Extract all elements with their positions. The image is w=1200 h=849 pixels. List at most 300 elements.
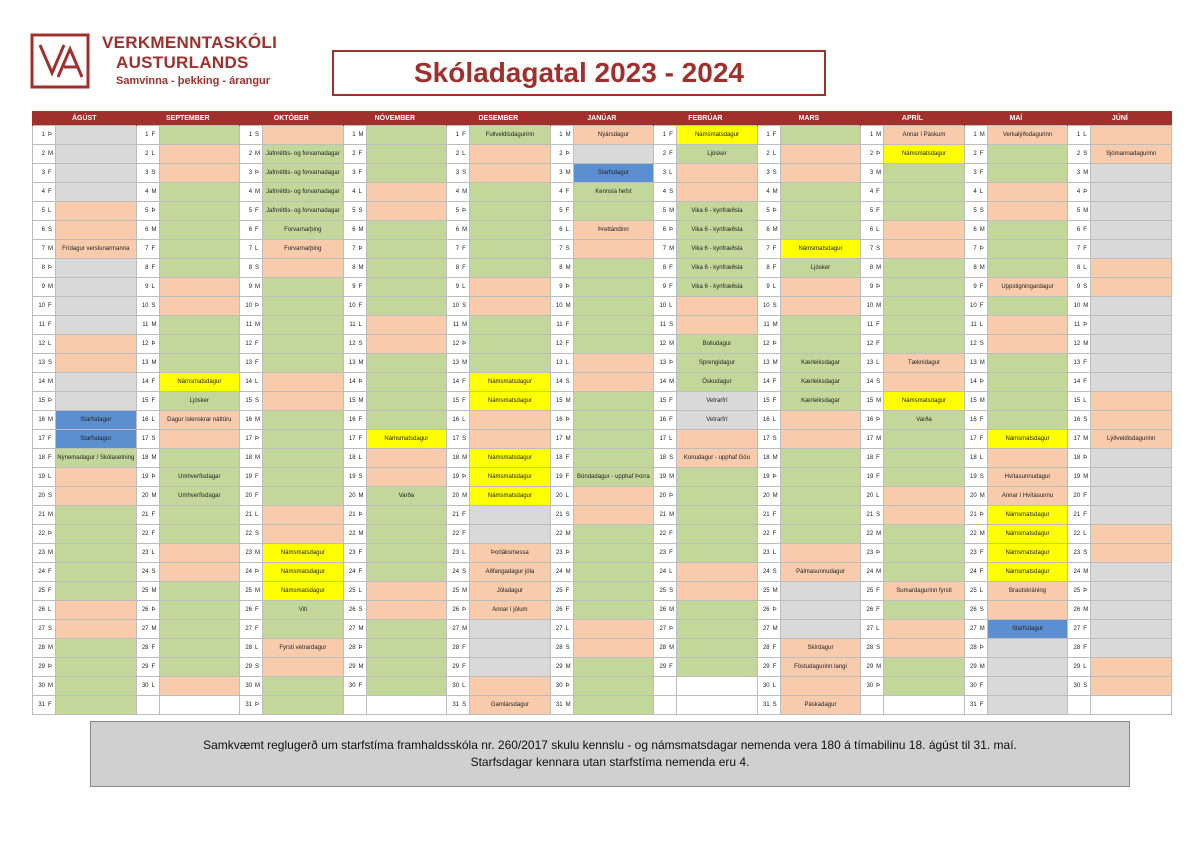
day-number-cell bbox=[343, 430, 366, 449]
day-number-cell bbox=[33, 373, 56, 392]
day-event-cell bbox=[884, 658, 964, 677]
day-number-cell bbox=[757, 487, 780, 506]
weekday-letter: M bbox=[979, 664, 985, 670]
day-number: 5 bbox=[352, 208, 356, 214]
day-number: 2 bbox=[145, 151, 149, 157]
day-number: 8 bbox=[662, 265, 667, 271]
weekday-letter: M bbox=[565, 170, 571, 176]
day-event-cell bbox=[366, 563, 446, 582]
day-event-cell bbox=[1091, 373, 1172, 392]
day-number-cell bbox=[757, 259, 780, 278]
weekday-letter: F bbox=[565, 607, 570, 613]
weekday-letter: F bbox=[255, 227, 259, 233]
day-event-cell bbox=[884, 506, 964, 525]
day-number: 20 bbox=[555, 493, 563, 499]
day-number: 25 bbox=[1073, 588, 1081, 594]
day-number-cell bbox=[757, 582, 780, 601]
day-number-cell bbox=[240, 202, 263, 221]
day-number-cell bbox=[33, 696, 56, 715]
day-number-cell bbox=[654, 202, 677, 221]
day-number-cell bbox=[1068, 221, 1091, 240]
day-number: 5 bbox=[869, 208, 874, 214]
day-event-cell bbox=[366, 411, 446, 430]
day-event-cell bbox=[366, 601, 446, 620]
weekday-letter: F bbox=[669, 550, 673, 556]
weekday-letter: M bbox=[565, 398, 571, 404]
day-number-cell bbox=[343, 582, 366, 601]
day-number: 20 bbox=[659, 493, 667, 499]
weekday-letter: F bbox=[669, 664, 673, 670]
day-number: 29 bbox=[970, 664, 977, 670]
day-number: 29 bbox=[555, 664, 563, 670]
day-number: 9 bbox=[662, 284, 667, 290]
day-event-cell bbox=[677, 487, 757, 506]
day-number-cell bbox=[964, 544, 987, 563]
calendar-row bbox=[33, 487, 1172, 506]
day-event-cell bbox=[677, 468, 757, 487]
day-event-cell: Námsmatsdagur bbox=[987, 544, 1067, 563]
day-number-cell bbox=[447, 601, 470, 620]
day-number-cell bbox=[447, 525, 470, 544]
day-number-cell bbox=[136, 259, 159, 278]
day-event-cell bbox=[263, 411, 343, 430]
day-number-cell bbox=[550, 278, 573, 297]
day-number: 11 bbox=[970, 322, 977, 328]
weekday-letter: L bbox=[255, 246, 259, 252]
page-title: Skóladagatal 2023 - 2024 bbox=[332, 50, 826, 96]
day-number: 2 bbox=[248, 151, 253, 157]
weekday-letter: F bbox=[565, 474, 570, 480]
day-event-cell bbox=[159, 696, 239, 715]
day-number: 16 bbox=[38, 417, 45, 423]
day-number: 29 bbox=[762, 664, 770, 670]
weekday-letter: M bbox=[772, 626, 778, 632]
weekday-letter: M bbox=[565, 531, 571, 537]
day-event-cell bbox=[159, 278, 239, 297]
day-number: 25 bbox=[348, 588, 356, 594]
day-number: 10 bbox=[348, 303, 356, 309]
day-number-cell bbox=[1068, 563, 1091, 582]
weekday-letter: F bbox=[255, 607, 259, 613]
weekday-letter: S bbox=[772, 303, 777, 309]
day-number-cell bbox=[654, 373, 677, 392]
day-number: 18 bbox=[866, 455, 874, 461]
day-number: 11 bbox=[38, 322, 45, 328]
day-event-cell bbox=[884, 677, 964, 696]
day-number-cell bbox=[964, 430, 987, 449]
school-emblem-icon bbox=[30, 33, 90, 89]
month-header: JANÚAR bbox=[550, 111, 654, 126]
weekday-letter: F bbox=[565, 588, 570, 594]
day-number-cell bbox=[964, 202, 987, 221]
day-number: 3 bbox=[352, 170, 356, 176]
weekday-letter: F bbox=[1083, 360, 1087, 366]
day-event-cell bbox=[56, 696, 136, 715]
day-event-cell bbox=[1091, 240, 1172, 259]
day-number-cell bbox=[550, 468, 573, 487]
day-event-cell: Bóndadagur - upphaf Þorra bbox=[573, 468, 653, 487]
day-number: 17 bbox=[38, 436, 45, 442]
weekday-letter: S bbox=[255, 132, 260, 138]
day-number: 23 bbox=[348, 550, 356, 556]
calendar-row bbox=[33, 278, 1172, 297]
day-number-cell bbox=[861, 525, 884, 544]
day-number-cell bbox=[964, 582, 987, 601]
weekday-letter: F bbox=[48, 588, 52, 594]
day-number-cell bbox=[861, 373, 884, 392]
day-number: 7 bbox=[766, 246, 770, 252]
day-number-cell bbox=[33, 202, 56, 221]
day-number: 15 bbox=[762, 398, 770, 404]
day-event-cell: Námsmatsdagur bbox=[987, 506, 1067, 525]
weekday-letter: L bbox=[151, 284, 155, 290]
day-event-cell bbox=[677, 544, 757, 563]
day-number: 30 bbox=[141, 683, 149, 689]
day-event-cell bbox=[1091, 601, 1172, 620]
day-number-cell bbox=[240, 677, 263, 696]
weekday-letter: M bbox=[358, 531, 364, 537]
day-event-cell bbox=[1091, 411, 1172, 430]
day-event-cell bbox=[677, 525, 757, 544]
weekday-letter: S bbox=[772, 702, 777, 708]
calendar-row bbox=[33, 316, 1172, 335]
day-number: 22 bbox=[245, 531, 253, 537]
day-number-cell bbox=[33, 601, 56, 620]
weekday-letter: F bbox=[151, 664, 156, 670]
weekday-letter bbox=[356, 702, 359, 708]
day-number-cell bbox=[550, 696, 573, 715]
day-number: 4 bbox=[248, 189, 253, 195]
day-number-cell bbox=[447, 696, 470, 715]
weekday-letter: S bbox=[979, 208, 984, 214]
day-number-cell bbox=[1068, 164, 1091, 183]
day-number-cell bbox=[343, 411, 366, 430]
day-number-cell bbox=[861, 335, 884, 354]
day-number-cell bbox=[1068, 392, 1091, 411]
day-event-cell: Frídagur verslunarmanna bbox=[56, 240, 136, 259]
day-number: 27 bbox=[1073, 626, 1081, 632]
day-number: 30 bbox=[866, 683, 874, 689]
day-number: 7 bbox=[248, 246, 253, 252]
weekday-letter: S bbox=[462, 303, 467, 309]
day-number-cell bbox=[861, 202, 884, 221]
weekday-letter: S bbox=[669, 322, 674, 328]
day-number-cell bbox=[447, 221, 470, 240]
weekday-letter: Þ bbox=[151, 208, 156, 214]
day-number: 24 bbox=[659, 569, 667, 575]
day-event-cell bbox=[159, 221, 239, 240]
day-number: 4 bbox=[973, 189, 977, 195]
weekday-letter: M bbox=[772, 360, 778, 366]
day-number: 9 bbox=[145, 284, 149, 290]
day-number: 26 bbox=[452, 607, 460, 613]
day-number-cell bbox=[550, 449, 573, 468]
day-number-cell bbox=[861, 240, 884, 259]
weekday-letter: L bbox=[565, 360, 569, 366]
weekday-letter: S bbox=[979, 341, 984, 347]
weekday-letter: M bbox=[876, 569, 882, 575]
day-number-cell bbox=[964, 449, 987, 468]
weekday-letter: F bbox=[1083, 493, 1087, 499]
day-event-cell bbox=[263, 373, 343, 392]
day-number-cell bbox=[550, 544, 573, 563]
day-number-cell bbox=[447, 316, 470, 335]
day-number-cell bbox=[240, 259, 263, 278]
day-number: 31 bbox=[555, 702, 563, 708]
day-number: 15 bbox=[1073, 398, 1081, 404]
day-event-cell bbox=[573, 411, 653, 430]
day-number-cell bbox=[654, 639, 677, 658]
day-number-cell bbox=[33, 563, 56, 582]
calendar-row bbox=[33, 639, 1172, 658]
weekday-letter: S bbox=[48, 493, 53, 499]
day-event-cell bbox=[1091, 506, 1172, 525]
weekday-letter: M bbox=[48, 246, 53, 252]
day-number-cell bbox=[447, 658, 470, 677]
weekday-letter: Þ bbox=[772, 208, 777, 214]
day-number: 20 bbox=[141, 493, 149, 499]
weekday-letter: Þ bbox=[48, 531, 53, 537]
day-event-cell bbox=[987, 677, 1067, 696]
day-number-cell bbox=[33, 677, 56, 696]
day-number-cell bbox=[136, 544, 159, 563]
day-number: 31 bbox=[970, 702, 977, 708]
day-event-cell bbox=[56, 544, 136, 563]
day-number: 3 bbox=[145, 170, 149, 176]
day-number-cell bbox=[343, 639, 366, 658]
day-number: 28 bbox=[245, 645, 253, 651]
weekday-letter: F bbox=[876, 189, 880, 195]
day-number-cell bbox=[1068, 620, 1091, 639]
day-number: 6 bbox=[41, 227, 45, 233]
day-number: 17 bbox=[452, 436, 460, 442]
day-number-cell bbox=[964, 221, 987, 240]
day-number-cell bbox=[550, 582, 573, 601]
day-number-cell bbox=[550, 240, 573, 259]
day-event-cell bbox=[780, 278, 860, 297]
day-number-cell bbox=[136, 373, 159, 392]
day-number-cell bbox=[654, 240, 677, 259]
weekday-letter: F bbox=[358, 151, 363, 157]
day-event-cell bbox=[159, 126, 239, 145]
day-number: 22 bbox=[866, 531, 874, 537]
weekday-letter: Þ bbox=[48, 664, 53, 670]
day-event-cell bbox=[366, 544, 446, 563]
day-event-cell bbox=[56, 620, 136, 639]
school-name-line2: AUSTURLANDS bbox=[116, 53, 249, 72]
day-number: 29 bbox=[1073, 664, 1081, 670]
day-event-cell bbox=[56, 563, 136, 582]
day-number-cell bbox=[964, 563, 987, 582]
day-event-cell: Konudagur - upphaf Góu bbox=[677, 449, 757, 468]
weekday-letter: Þ bbox=[876, 417, 881, 423]
school-calendar-table bbox=[32, 111, 1172, 715]
day-event-cell bbox=[366, 126, 446, 145]
day-number: 18 bbox=[555, 455, 563, 461]
day-number: 19 bbox=[659, 474, 667, 480]
day-number: 20 bbox=[245, 493, 253, 499]
calendar-row bbox=[33, 240, 1172, 259]
weekday-letter: M bbox=[669, 379, 675, 385]
day-event-cell bbox=[780, 164, 860, 183]
day-number-cell bbox=[447, 335, 470, 354]
day-number: 10 bbox=[555, 303, 563, 309]
day-number-cell bbox=[240, 487, 263, 506]
day-number: 12 bbox=[38, 341, 45, 347]
day-number: 26 bbox=[659, 607, 667, 613]
day-event-cell bbox=[573, 316, 653, 335]
day-number-cell bbox=[447, 677, 470, 696]
day-event-cell bbox=[366, 677, 446, 696]
day-number-cell bbox=[964, 259, 987, 278]
weekday-letter: S bbox=[1083, 683, 1088, 689]
weekday-letter: F bbox=[462, 645, 466, 651]
day-number: 27 bbox=[970, 626, 977, 632]
weekday-letter: M bbox=[876, 664, 882, 670]
day-number-cell bbox=[964, 335, 987, 354]
weekday-letter: L bbox=[979, 455, 984, 461]
weekday-letter: M bbox=[462, 455, 468, 461]
day-number: 22 bbox=[762, 531, 770, 537]
day-number-cell bbox=[861, 297, 884, 316]
day-event-cell: Þorláksmessa bbox=[470, 544, 550, 563]
day-event-cell bbox=[470, 259, 550, 278]
weekday-letter: S bbox=[772, 170, 777, 176]
day-number-cell bbox=[861, 677, 884, 696]
day-event-cell bbox=[780, 335, 860, 354]
day-number-cell bbox=[33, 430, 56, 449]
day-event-cell: Umhverfisdagar bbox=[159, 468, 239, 487]
weekday-letter: F bbox=[772, 645, 777, 651]
day-number-cell bbox=[136, 221, 159, 240]
day-number-cell bbox=[861, 696, 884, 715]
calendar-row bbox=[33, 183, 1172, 202]
weekday-letter: F bbox=[772, 398, 777, 404]
school-tagline: Samvinna - þekking - árangur bbox=[116, 75, 271, 87]
weekday-letter: M bbox=[565, 303, 571, 309]
day-event-cell bbox=[677, 658, 757, 677]
day-event-cell bbox=[56, 202, 136, 221]
day-event-cell bbox=[366, 468, 446, 487]
day-number: 6 bbox=[145, 227, 149, 233]
weekday-letter: M bbox=[255, 151, 261, 157]
weekday-letter: M bbox=[1083, 607, 1089, 613]
day-number: 22 bbox=[141, 531, 149, 537]
day-number-cell bbox=[861, 658, 884, 677]
day-event-cell bbox=[884, 563, 964, 582]
calendar-row bbox=[33, 221, 1172, 240]
day-number-cell bbox=[757, 240, 780, 259]
day-number: 14 bbox=[141, 379, 149, 385]
weekday-letter: M bbox=[876, 531, 882, 537]
day-event-cell bbox=[366, 373, 446, 392]
weekday-letter: Þ bbox=[48, 132, 53, 138]
day-number-cell bbox=[1068, 487, 1091, 506]
day-number-cell bbox=[343, 221, 366, 240]
day-number-cell bbox=[550, 392, 573, 411]
weekday-letter: S bbox=[669, 455, 674, 461]
day-event-cell bbox=[56, 259, 136, 278]
day-number-cell bbox=[964, 240, 987, 259]
day-number: 24 bbox=[1073, 569, 1081, 575]
day-event-cell bbox=[884, 601, 964, 620]
day-event-cell bbox=[677, 601, 757, 620]
day-number-cell bbox=[240, 297, 263, 316]
day-number: 20 bbox=[452, 493, 460, 499]
day-event-cell bbox=[56, 506, 136, 525]
weekday-letter: M bbox=[565, 265, 571, 271]
day-number: 28 bbox=[659, 645, 667, 651]
day-number-cell bbox=[964, 164, 987, 183]
day-event-cell bbox=[884, 373, 964, 392]
day-number: 25 bbox=[866, 588, 874, 594]
day-number-cell bbox=[240, 126, 263, 145]
day-number: 23 bbox=[970, 550, 977, 556]
day-number-cell bbox=[550, 316, 573, 335]
day-event-cell bbox=[780, 506, 860, 525]
day-event-cell bbox=[366, 392, 446, 411]
day-number: 25 bbox=[762, 588, 770, 594]
weekday-letter: M bbox=[358, 398, 364, 404]
weekday-letter: M bbox=[462, 626, 468, 632]
weekday-letter: L bbox=[358, 189, 362, 195]
day-number: 12 bbox=[141, 341, 149, 347]
day-event-cell bbox=[1091, 335, 1172, 354]
day-event-cell bbox=[884, 525, 964, 544]
weekday-letter: M bbox=[358, 132, 364, 138]
day-number-cell bbox=[240, 582, 263, 601]
weekday-letter bbox=[666, 683, 669, 689]
day-number-cell bbox=[33, 392, 56, 411]
day-number: 6 bbox=[766, 227, 770, 233]
weekday-letter: M bbox=[48, 550, 53, 556]
day-number: 15 bbox=[141, 398, 149, 404]
day-number: 1 bbox=[248, 132, 253, 138]
day-number: 26 bbox=[348, 607, 356, 613]
day-number: 26 bbox=[38, 607, 45, 613]
day-number-cell bbox=[33, 620, 56, 639]
weekday-letter: F bbox=[48, 436, 52, 442]
day-number: 16 bbox=[762, 417, 770, 423]
weekday-letter: Þ bbox=[1083, 455, 1088, 461]
day-number-cell bbox=[447, 582, 470, 601]
day-event-cell: Námsmatsdagur bbox=[263, 582, 343, 601]
day-number-cell bbox=[447, 468, 470, 487]
day-event-cell bbox=[1091, 544, 1172, 563]
weekday-letter: Þ bbox=[876, 550, 881, 556]
day-number: 28 bbox=[555, 645, 563, 651]
day-event-cell bbox=[263, 468, 343, 487]
day-number-cell bbox=[240, 620, 263, 639]
weekday-letter: F bbox=[979, 550, 984, 556]
day-event-cell: Hvítasunnudagur bbox=[987, 468, 1067, 487]
day-number: 21 bbox=[659, 512, 667, 518]
day-event-cell bbox=[1091, 202, 1172, 221]
day-number-cell bbox=[550, 183, 573, 202]
day-number: 12 bbox=[555, 341, 563, 347]
weekday-letter: Þ bbox=[876, 151, 881, 157]
day-event-cell bbox=[884, 639, 964, 658]
day-event-cell: Bolludagur bbox=[677, 335, 757, 354]
day-number-cell bbox=[1068, 468, 1091, 487]
weekday-letter: Þ bbox=[876, 284, 881, 290]
day-number: 27 bbox=[452, 626, 460, 632]
weekday-letter: L bbox=[565, 227, 569, 233]
weekday-letter: F bbox=[565, 341, 570, 347]
weekday-letter: F bbox=[979, 417, 984, 423]
calendar-row bbox=[33, 525, 1172, 544]
weekday-letter: M bbox=[669, 512, 675, 518]
